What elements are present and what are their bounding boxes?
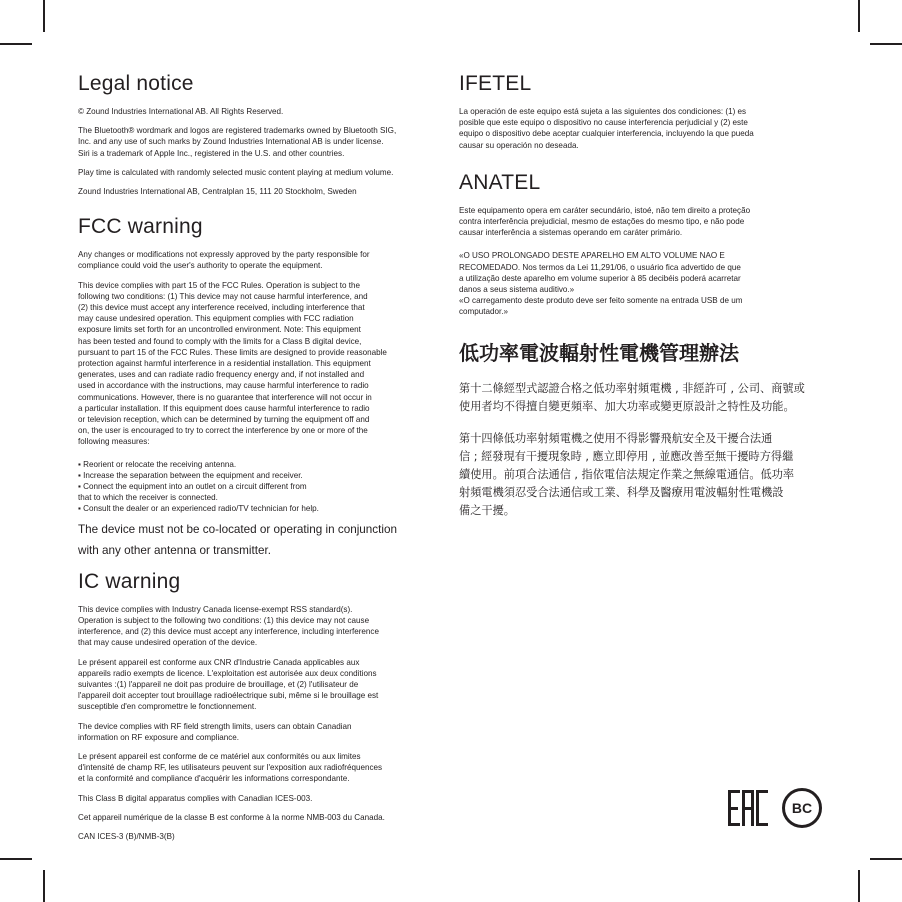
fcc-paragraph: Any changes or modifications not expressly approved by the party responsible for compliance could void the user's authority to operate the equipment. — [78, 250, 370, 271]
legal-notice-heading: Legal notice — [78, 72, 194, 95]
crop-mark — [870, 43, 902, 45]
legal-paragraph: The Bluetooth® wordmark and logos are registered trademarks owned by Bluetooth SIG, Inc. and any use of such marks by Zound Industries International AB is under license. Siri is a trademark of Apple Inc., registered in the U.S. and other countries. — [78, 126, 397, 158]
ic-warning-section — [78, 570, 448, 842]
anatel-section — [459, 171, 834, 318]
certification-marks — [728, 786, 822, 830]
crop-mark — [0, 43, 32, 45]
crop-mark — [870, 858, 902, 860]
crop-mark — [858, 0, 860, 32]
ic-paragraph: This device complies with Industry Canada license-exempt RSS standard(s). Operation is subject to the following two conditions: (1) this device may not cause interference, and (2) this device must accept any interference, including interference that may cause undesired operation of the device. — [78, 604, 379, 648]
legal-paragraph: Play time is calculated with randomly selected music content playing at medium volume. — [78, 167, 394, 177]
legal-paragraph: © Zound Industries International AB. All Rights Reserved. — [78, 107, 284, 116]
right-column — [459, 72, 834, 528]
left-column — [78, 72, 448, 850]
ic-paragraph: Le présent appareil est conforme aux CNR d'Industrie Canada applicables aux appareils radio exempts de licence. L'exploitation est autorisée aux deux conditions suivantes :(1) l'appareil ne doit pas produire de brouillage, et (2) l'utilisateur de l'appareil doit accepter tout brouillage radioélectrique subi, même si le brouillage est susceptible d'en compromettre le fonctionnement. — [78, 657, 379, 712]
ic-paragraph: Cet appareil numérique de la classe B est conforme à la norme NMB-003 du Canada. — [78, 812, 385, 822]
ifetel-section — [459, 72, 834, 151]
ifetel-paragraph: La operación de este equipo está sujeta a las siguientes dos condiciones: (1) es posible que este equipo o dispositivo no cause interferencia perjudicial y (2) este equipo o dispositivo debe aceptar cualquier interferencia, incluyendo la que pueda causar su operación no deseada. — [459, 107, 754, 150]
taiwan-section — [459, 340, 834, 520]
anatel-heading: ANATEL — [459, 170, 541, 194]
ic-warning-heading: IC warning — [78, 569, 181, 593]
ic-paragraph: CAN ICES-3 (B)/NMB-3(B) — [78, 831, 175, 841]
fcc-colocation-note: The device must not be co-located or operating in conjunction with any other antenna or transmitter. — [78, 522, 397, 557]
ic-paragraph: This Class B digital apparatus complies with Canadian ICES-003. — [78, 793, 313, 803]
crop-mark — [858, 870, 860, 902]
ic-paragraph: Le présent appareil est conforme de ce matériel aux conformités ou aux limites d'intensité de champ RF, les utilisateurs peuvent sur l'exposition aux radiofréquences et la conformité and compliance d'acquérir les informations correspondante. — [78, 751, 383, 784]
crop-mark — [43, 870, 45, 902]
taiwan-paragraph: 第十四條低功率射頻電機之使用不得影響飛航安全及干擾合法通 信 ; 經發現有干擾現象時 , 應立即停用 , 並應改善至無干擾時方得繼 續使用。前項合法通信 , 指依電信法規定作業之無線電通信。低功率 射頻電機須忍受合法通信或工業、科學及醫療用電波輻射性電機設 備之干擾。 — [459, 431, 795, 517]
fcc-measures-list: ▪ Reorient or relocate the receiving antenna. ▪ Increase the separation between the equipment and receiver. ▪ Connect the equipment into an outlet on a circuit different from that to which the receiver is connected. ▪ Consult the dealer or an experienced radio/TV technician for help. — [78, 459, 319, 514]
taiwan-paragraph: 第十二條經型式認證合格之低功率射頻電機 , 非經許可 , 公司、商號或 使用者均不得擅自變更頻率、加大功率或變更原設計之特性及功能。 — [459, 381, 805, 413]
fcc-warning-section — [78, 215, 448, 560]
taiwan-heading: 低功率電波輻射性電機管理辦法 — [459, 340, 739, 365]
anatel-paragraph: Este equipamento opera em caráter secundário, istoé, não tem direito a proteção contra interferência prejudicial, mesmo de estações do mesmo tipo, e não pode causar interferência a sistemas operando em caráter primário. — [459, 205, 751, 238]
legal-notice-section — [78, 72, 448, 197]
legal-paragraph: Zound Industries International AB, Centralplan 15, 111 20 Stockholm, Sweden — [78, 187, 357, 197]
eac-logo — [728, 790, 768, 826]
ifetel-heading: IFETEL — [459, 72, 532, 95]
anatel-paragraph: «O USO PROLONGADO DESTE APARELHO EM ALTO VOLUME NAO E RECOMEDADO. Nos termos da Lei 11,291/06, o usuário fica advertido de que a utilização deste aparelho em volume superior à 85 decibéis poderá acarretar danos a seus sistema auditivo.» «O carregamento deste produto deve ser feito somente na entrada USB de um computador.» — [459, 251, 743, 317]
ic-paragraph: The device complies with RF field strength limits, users can obtain Canadian information on RF exposure and compliance. — [78, 721, 352, 742]
fcc-warning-heading: FCC warning — [78, 215, 203, 239]
crop-mark — [43, 0, 45, 32]
bc-logo: BC — [782, 788, 822, 828]
fcc-paragraph: This device complies with part 15 of the FCC Rules. Operation is subject to the following two conditions: (1) This device may not cause harmful interference, and (2) this device must accept any interference received, including interference that may cause undesired operation. This equipment complies with FCC radiation exposure limits set forth for an uncontrolled environment. Note: This equipment has been tested and found to comply with the limits for a Class B digital device, pursuant to part 15 of the FCC Rules. These limits are designed to provide reasonable protection against harmful interference in a residential installation. This equipment generates, uses and can radiate radio frequency energy and, if not installed and used in accordance with the instructions, may cause harmful interference to radio communications. However, there is no guarantee that interference will not occur in a particular installation. If this equipment does cause harmful interference to radio or television reception, which can be determined by turning the equipment off and on, the user is encouraged to try to correct the interference by one or more of the following measures: — [78, 280, 387, 447]
crop-mark — [0, 858, 32, 860]
